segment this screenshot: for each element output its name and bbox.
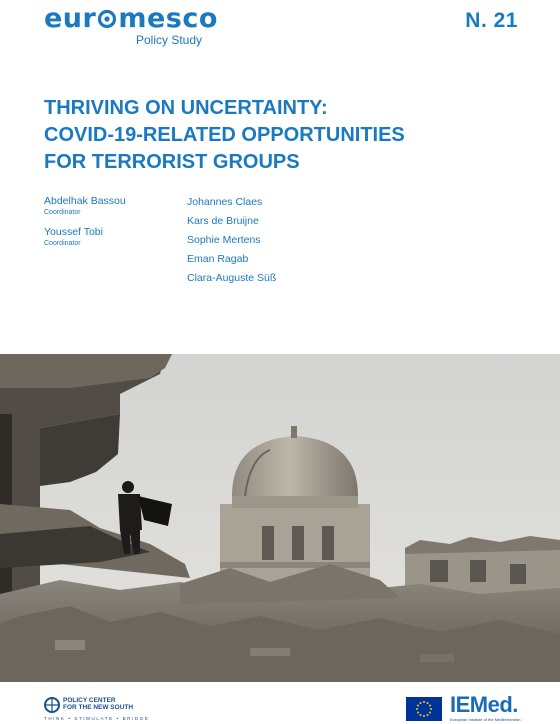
author-role: Coordinator	[44, 209, 81, 216]
coordinator	[44, 195, 126, 217]
logo-subtitle: Policy Study	[136, 33, 203, 47]
title-line: FOR TERRORIST GROUPS	[44, 151, 300, 173]
coordinator	[44, 226, 103, 248]
cover-photo	[0, 354, 560, 682]
author-role: Coordinator	[44, 240, 81, 247]
document-title	[44, 95, 514, 176]
contributor-name: Johannes Claes	[187, 196, 263, 208]
contributor-name: Sophie Mertens	[187, 234, 261, 246]
policy-center-tagline: THINK • STIMULATE • BRIDGE	[44, 716, 150, 721]
contributor-name: Clara-Auguste Süß	[187, 272, 277, 284]
iemed-name: IEMed.	[450, 692, 518, 717]
euromesco-logo	[44, 3, 218, 47]
contributor-name: Kars de Bruijne	[187, 215, 259, 227]
title-line: COVID-19-RELATED OPPORTUNITIES	[44, 124, 405, 146]
author-name: Abdelhak Bassou	[44, 195, 126, 207]
issue-number: N. 21	[465, 9, 518, 32]
iemed-subtitle: European Institute of the Mediterranean	[450, 717, 521, 722]
eu-flag-icon	[406, 697, 442, 721]
policy-center-mark-icon	[44, 697, 60, 713]
title-line: THRIVING ON UNCERTAINTY:	[44, 97, 328, 119]
contributors-list	[187, 193, 276, 288]
policy-center-name: POLICY CENTER FOR THE NEW SOUTH	[63, 697, 134, 711]
iemed-logo	[450, 693, 521, 722]
contributor-name: Eman Ragab	[187, 253, 249, 265]
euromesco-wordmark: eur mesco	[44, 3, 218, 34]
euromesco-o-icon	[97, 9, 117, 29]
author-name: Youssef Tobi	[44, 226, 103, 238]
